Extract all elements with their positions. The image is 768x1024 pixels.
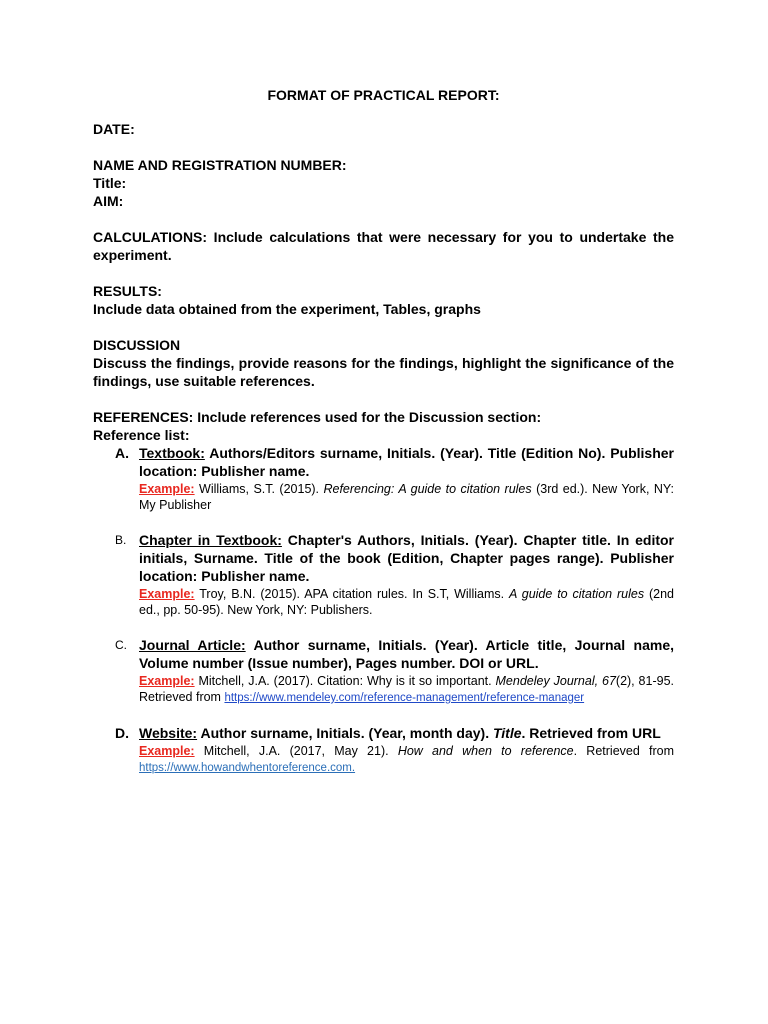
reference-item-journal <box>93 636 674 706</box>
reference-item-chapter <box>93 531 674 618</box>
reference-format <box>139 724 674 742</box>
example-label: Example: <box>139 674 195 688</box>
name-registration-field: NAME AND REGISTRATION NUMBER: <box>93 157 347 173</box>
results-heading: RESULTS: <box>93 283 162 299</box>
example-text: Mitchell, J.A. (2017, May 21). <box>194 744 398 758</box>
list-marker: A. <box>115 445 129 461</box>
example-text-end: (3rd ed.). New York, NY: My Publisher <box>139 482 675 512</box>
aim-field: AIM: <box>93 193 124 209</box>
example-text: Williams, S.T. (2015). <box>194 482 324 496</box>
reference-example <box>139 743 674 776</box>
example-text: Mitchell, J.A. (2017). Citation: Why is it so important. <box>194 674 496 688</box>
reference-format-text: Authors/Editors surname, Initials. (Year). Title (Edition No). Publisher location: Publisher name. <box>139 445 674 479</box>
list-marker: D. <box>115 725 129 741</box>
document-page <box>93 86 674 776</box>
reference-example <box>139 673 674 706</box>
example-italic-title: A guide to citation rules <box>508 587 645 601</box>
reference-item-website <box>93 724 674 776</box>
howandwhen-link[interactable]: https://www.howandwhentoreference.com. <box>139 762 356 774</box>
references-heading: REFERENCES: Include references used for the Discussion section: <box>93 409 542 425</box>
reference-type-label: Journal Article: <box>139 637 246 653</box>
example-italic-title: Referencing: A guide to citation rules <box>323 482 532 496</box>
reference-type-label: Chapter in Textbook: <box>139 532 282 548</box>
example-text-end: (2nd ed., pp. 50-95). New York, NY: Publishers. <box>139 587 674 617</box>
reference-example <box>139 481 674 513</box>
example-italic-title: Mendeley Journal, 67 <box>495 674 616 688</box>
discussion-body: Discuss the findings, provide reasons for the findings, highlight the significance of the findings, use suitable references. <box>93 355 674 389</box>
example-text-end: (2), 81-95. Retrieved from <box>139 674 675 704</box>
reference-format-text: Author surname, Initials. (Year, month day). <box>197 725 493 741</box>
page-title: FORMAT OF PRACTICAL REPORT: <box>267 87 500 103</box>
example-label: Example: <box>139 482 195 496</box>
reference-format <box>139 444 674 480</box>
example-label: Example: <box>139 587 195 601</box>
reference-format-text-end: . Retrieved from URL <box>521 725 661 741</box>
reference-list-heading: Reference list: <box>93 427 190 443</box>
reference-format <box>139 636 674 672</box>
reference-format-text: Chapter's Authors, Initials. (Year). Chapter title. In editor initials, Surname. Title of the book (Edition, Chapter pages range). Publisher location: Publisher name. <box>139 532 675 584</box>
calculations-section: CALCULATIONS: Include calculations that were necessary for you to undertake the experiment. <box>93 229 674 263</box>
reference-format-italic: Title <box>492 725 522 741</box>
example-italic-title: How and when to reference <box>397 744 574 758</box>
date-field: DATE: <box>93 121 135 137</box>
example-text: Troy, B.N. (2015). APA citation rules. In S.T, Williams. <box>194 587 509 601</box>
title-field: Title: <box>93 175 127 191</box>
example-label: Example: <box>139 744 195 758</box>
reference-item-textbook <box>93 444 674 513</box>
reference-type-label: Website: <box>139 725 198 741</box>
example-text-end: . Retrieved from <box>573 744 675 758</box>
discussion-heading: DISCUSSION <box>93 337 181 353</box>
reference-format-text: Author surname, Initials. (Year). Article title, Journal name, Volume number (Issue number), Pages number. DOI or URL. <box>139 637 674 671</box>
results-body: Include data obtained from the experiment, Tables, graphs <box>93 301 481 317</box>
list-marker: C. <box>115 638 127 652</box>
reference-example <box>139 586 674 618</box>
mendeley-link[interactable]: https://www.mendeley.com/reference-management/reference-manager <box>224 692 585 704</box>
reference-type-label: Textbook: <box>139 445 205 461</box>
reference-format <box>139 531 674 585</box>
list-marker: B. <box>115 533 127 547</box>
